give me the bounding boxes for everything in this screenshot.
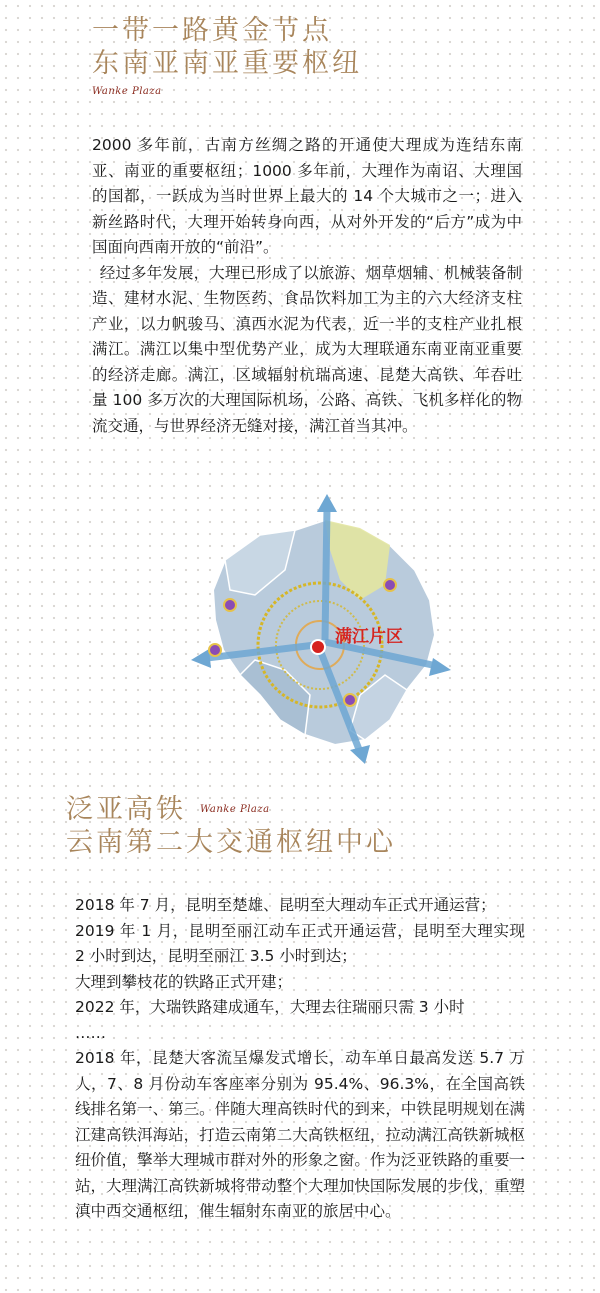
section2-signature: Wanke Plaza <box>200 804 270 815</box>
section1-paragraph-1: 2000 多年前，古南方丝绸之路的开通使大理成为连结东南亚、南亚的重要枢纽；1000 多年前，大理作为南诏、大理国的国都，一跃成为当时世界上最大的 14 个大城市之一；进入新丝路时代，大理开始转身向西，从对外开发的“后方”成为中国面向西南开放的“前沿”。 <box>92 136 522 256</box>
map-location-pin <box>311 640 325 654</box>
section1-title-line2: 东南亚南亚重要枢纽 <box>92 48 362 79</box>
section2-paragraph: 2018 年，昆楚大客流呈爆发式增长，动车单日最高发送 5.7 万人，7、8 月份动车客座率分别为 95.4%、96.3%，在全国高铁线排名第一、第三。伴随大理高铁时代的到来，中铁昆明规划在满江建高铁洱海站，打造云南第二大高铁枢纽，拉动满江高铁新城枢纽价值，擎举大理城市群对外的形象之窗。作为泛亚铁路的重要一站，大理满江高铁新城将带动整个大理加快国际发展的步伐，重塑滇中西交通枢纽，催生辐射东南亚的旅居中心。 <box>75 1049 525 1220</box>
region-map <box>185 490 455 765</box>
section1-body <box>92 133 522 439</box>
section1-title-line1: 一带一路黄金节点 <box>92 15 332 46</box>
map-city-marker <box>384 579 396 591</box>
section1-signature: Wanke Plaza <box>92 86 162 97</box>
section2-title-line2: 云南第二大交通枢纽中心 <box>66 827 396 858</box>
section2-title-line1: 泛亚高铁 <box>66 794 186 825</box>
section2-line-1: 2018 年 7 月，昆明至楚雄、昆明至大理动车正式开通运营； <box>75 896 496 914</box>
section2-line-5: …… <box>75 1023 106 1042</box>
section2-line-4: 2022 年，大瑞铁路建成通车，大理去往瑞丽只需 3 小时 <box>75 998 465 1016</box>
region-map-graphic <box>185 490 455 765</box>
section1-paragraph-2: 经过多年发展，大理已形成了以旅游、烟草烟辅、机械装备制造、建材水泥、生物医药、食品饮料加工为主的六大经济支柱产业，以力帆骏马、滇西水泥为代表，近一半的支柱产业扎根满江。满江以集中型优势产业，成为大理联通东南亚南亚重要的经济走廊。满江，区域辐射杭瑞高速、昆楚大高铁、年吞吐量 100 多万次的大理国际机场，公路、高铁、飞机多样化的物流交通，与世界经济无缝对接，满江首当其冲。 <box>92 263 522 435</box>
section2-line-2: 2019 年 1 月，昆明至丽江动车正式开通运营，昆明至大理实现 2 小时到达，昆明至丽江 3.5 小时到达； <box>75 921 525 965</box>
map-city-marker <box>209 644 221 656</box>
map-area-label: 满江片区 <box>335 627 403 647</box>
section1-heading <box>92 14 362 97</box>
map-city-marker <box>344 694 356 706</box>
section2-heading <box>66 793 396 859</box>
section2-body <box>75 893 525 1225</box>
section2-line-3: 大理到攀枝花的铁路正式开建； <box>75 972 293 991</box>
map-city-marker <box>224 599 236 611</box>
